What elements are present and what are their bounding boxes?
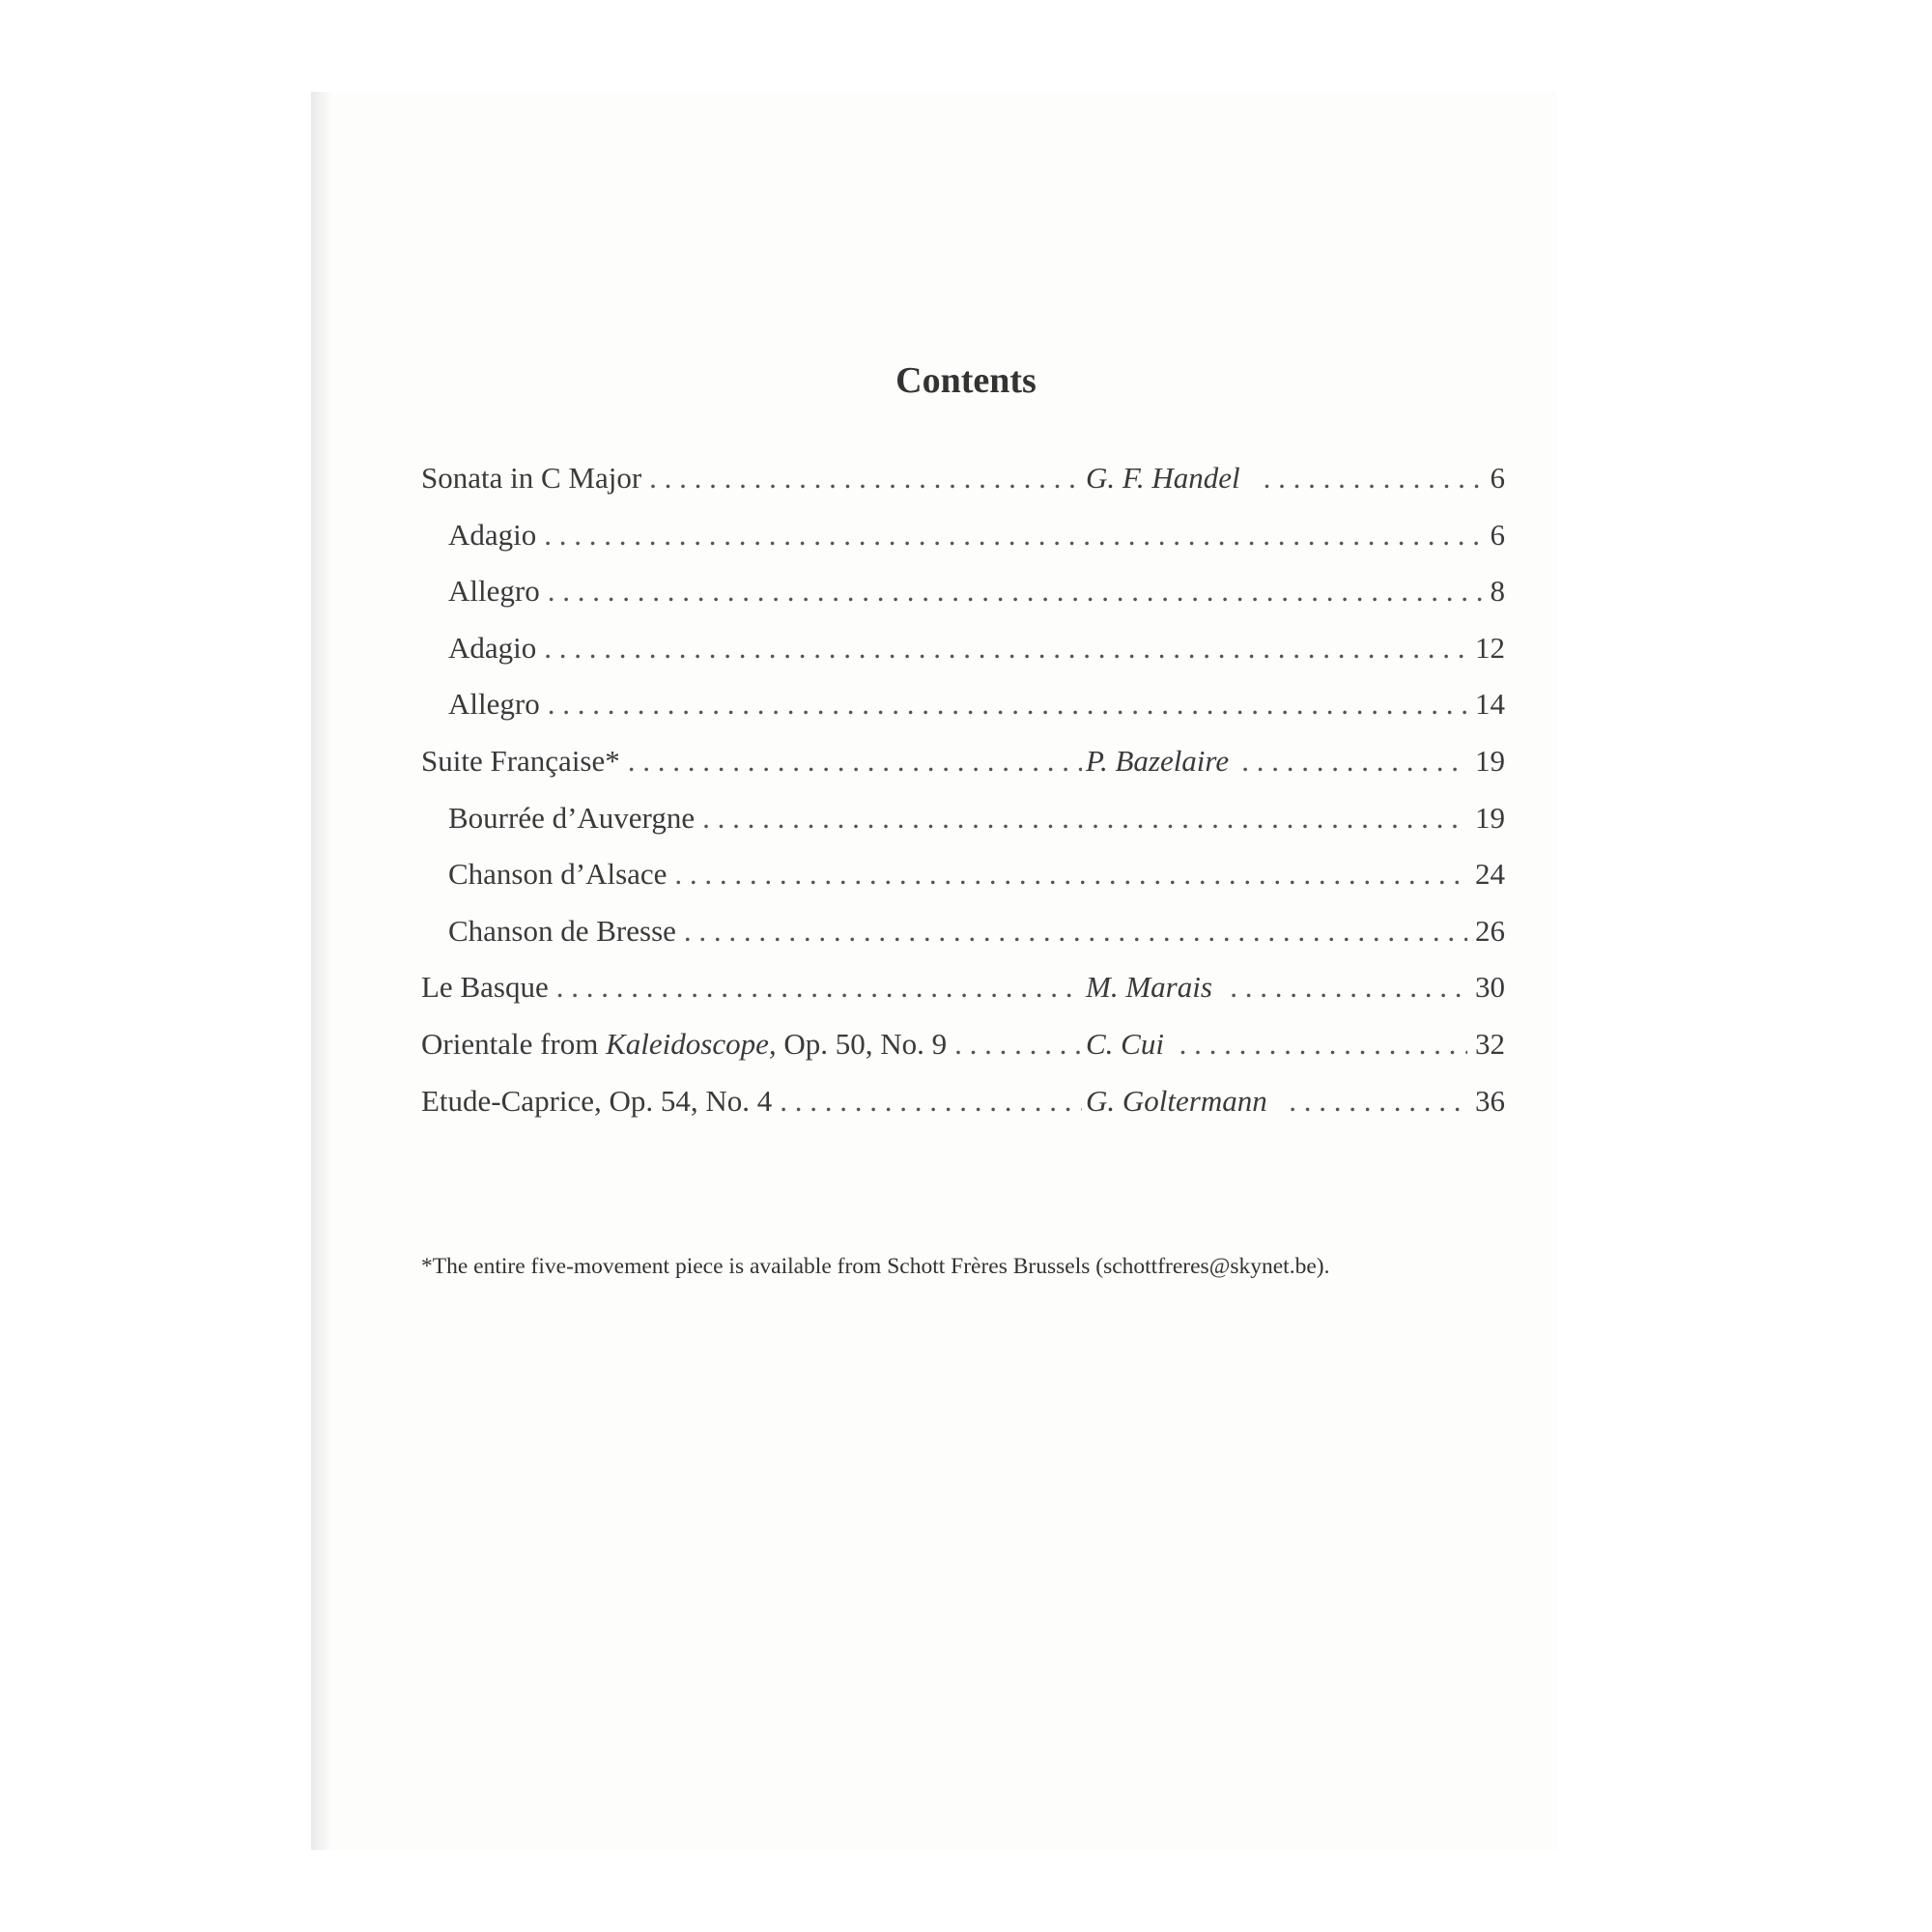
dot-leader xyxy=(544,620,1467,677)
toc-entry-composer: C. Cui xyxy=(1082,1016,1178,1073)
toc-entry xyxy=(421,790,1505,847)
footnote: *The entire five-movement piece is available from Schott Frères Brussels (schottfreres@skynet.be). xyxy=(421,1254,1330,1279)
dot-leader xyxy=(954,1016,1467,1073)
toc-entry xyxy=(421,563,1505,620)
toc-entry-title: Chanson d’Alsace xyxy=(448,857,668,892)
dot-leader xyxy=(548,676,1467,733)
toc-entry-page: 24 xyxy=(1475,857,1505,892)
toc-entry-title: Le Basque xyxy=(421,970,549,1005)
toc-entry-title: Chanson de Bresse xyxy=(448,913,676,948)
toc-entry-page: 12 xyxy=(1475,630,1505,665)
toc-entry-page: 14 xyxy=(1475,687,1505,722)
toc-entry-title: Adagio xyxy=(448,517,537,552)
toc-entry-title: Sonata in C Major xyxy=(421,461,642,495)
toc-entry-page: 26 xyxy=(1475,913,1505,948)
toc-entry-page: 6 xyxy=(1490,461,1505,495)
toc-entry xyxy=(421,959,1505,1016)
page-title: Contents xyxy=(895,360,1037,401)
toc-entry-composer: M. Marais xyxy=(1082,959,1226,1016)
dot-leader xyxy=(702,790,1467,847)
toc-entry-title: Allegro xyxy=(448,687,540,722)
toc-entry-page: 36 xyxy=(1475,1083,1505,1118)
page-binding-shadow xyxy=(311,92,332,1850)
toc-entry-title: Suite Française* xyxy=(421,743,620,778)
toc-entry-title-text: Orientale from xyxy=(421,1026,607,1061)
toc-entry-page: 32 xyxy=(1475,1026,1505,1061)
toc-entry-title: Bourrée d’Auvergne xyxy=(448,800,696,835)
toc-entry xyxy=(421,733,1505,790)
toc-entry-title-italic: Kaleidoscope, xyxy=(606,1026,777,1061)
toc-entry xyxy=(421,846,1505,903)
toc-entry xyxy=(421,903,1505,960)
toc-entry xyxy=(421,676,1505,733)
dot-leader xyxy=(674,846,1467,903)
toc-entry-composer: P. Bazelaire xyxy=(1082,733,1242,790)
toc-entry xyxy=(421,620,1505,677)
toc-entry-page: 8 xyxy=(1490,574,1505,609)
toc-entry-title: Allegro xyxy=(448,574,540,609)
toc-entry xyxy=(421,1073,1505,1130)
toc-entry-composer: G. Goltermann xyxy=(1082,1073,1281,1130)
toc-entry xyxy=(421,1016,1505,1073)
dot-leader xyxy=(684,903,1467,960)
toc-entry-composer: G. F. Handel xyxy=(1082,450,1254,507)
toc-entry-page: 30 xyxy=(1475,970,1505,1005)
toc-entry-title: Etude-Caprice, Op. 54, No. 4 xyxy=(421,1083,773,1118)
toc-entry-title xyxy=(421,1016,947,1073)
dot-leader xyxy=(548,563,1483,620)
table-of-contents xyxy=(421,450,1505,1129)
toc-entry-page: 6 xyxy=(1490,517,1505,552)
toc-entry-title-text: Op. 50, No. 9 xyxy=(776,1026,948,1061)
dot-leader xyxy=(649,450,1482,507)
dot-leader xyxy=(556,959,1467,1016)
toc-entry xyxy=(421,450,1505,507)
dot-leader xyxy=(628,733,1467,790)
toc-entry-page: 19 xyxy=(1475,800,1505,835)
toc-entry xyxy=(421,507,1505,564)
toc-entry-title: Adagio xyxy=(448,630,537,665)
toc-entry-page: 19 xyxy=(1475,743,1505,778)
dot-leader xyxy=(544,507,1482,564)
